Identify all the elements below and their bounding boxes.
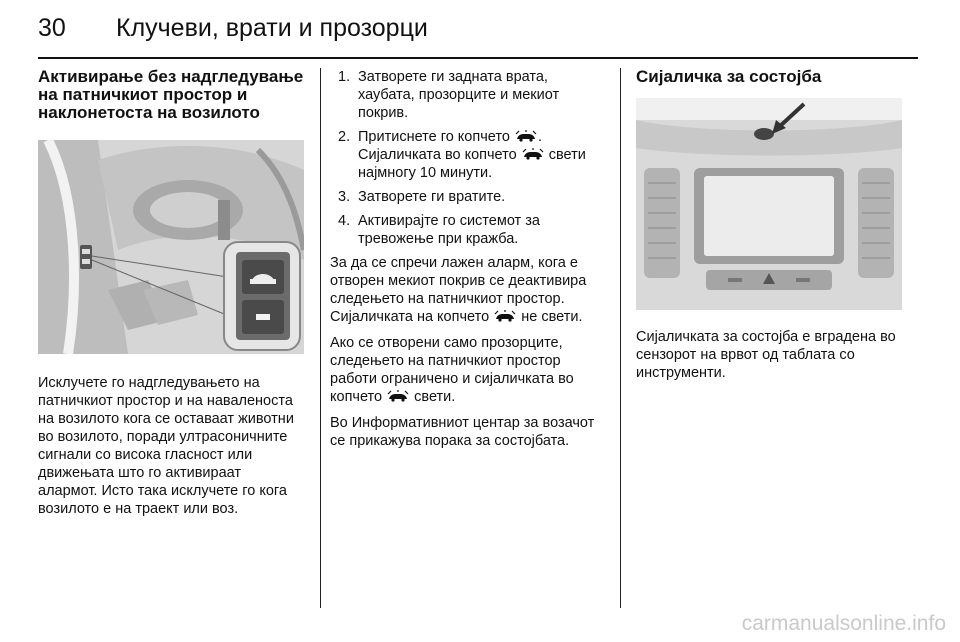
step-item: 4. Активирајте го системот за тревожење при кражба.: [338, 213, 540, 247]
column-divider-1: [320, 68, 321, 608]
car-with-waves-icon: [514, 130, 538, 142]
section-heading-deactivation: Активирање без надгледување на патничкиот простор и наклонетоста на возилото: [38, 67, 304, 122]
car-with-waves-icon: [386, 390, 410, 402]
column-divider-2: [620, 68, 621, 608]
page-number: 30: [38, 14, 66, 42]
car-with-waves-icon: [521, 148, 545, 160]
column-3: [636, 68, 906, 382]
step-item: 1. Затворете ги задната врата, хаубата, прозорците и мекиот покрив.: [338, 69, 560, 121]
step-item: 2. Притиснете го копчето . Сијаличката во копчето свети најмногу 10 минути.: [338, 129, 586, 181]
deactivation-paragraph: Исклучете го надгледувањето на патничкиот простор и на наваленоста на возилото кога се оставаат животни во возилото, поради ултрасоничните сигнали со висока гласност или движењата што го активираат алармот. Исто така исклучете го кога возилото е на траект или воз.: [38, 375, 294, 517]
column-1: [38, 68, 304, 518]
chapter-title: Клучеви, врати и прозорци: [116, 14, 428, 42]
windows-open-paragraph: Ако се отворени само прозорците, следењето на патничкиот простор работи ограничено и сијаличката во копчето свети.: [330, 335, 574, 405]
activation-steps-list: [330, 68, 608, 248]
page-header: [38, 14, 918, 48]
status-led-paragraph: Сијаличката за состојба е вградена во сензорот на врвот од таблата со инструменти.: [636, 329, 896, 381]
driver-info-paragraph: Во Информативниот центар за возачот се прикажува порака за состојбата.: [330, 415, 595, 449]
column-2: [330, 68, 608, 450]
section-heading-status-led: Сијаличка за состојба: [636, 67, 822, 86]
watermark: carmanualsonline.info: [741, 612, 946, 635]
step-item: 3. Затворете ги вратите.: [338, 189, 506, 205]
header-rule: [38, 57, 918, 59]
soft-top-paragraph: За да се спречи лажен аларм, кога е отворен мекиот покрив се деактивира следењето на патничкиот простор. Сијаличката на копчето не свети.: [330, 255, 587, 325]
car-with-waves-icon: [493, 310, 517, 322]
car-interior-switch-figure: [38, 140, 304, 354]
dashboard-status-led-figure: [636, 98, 902, 310]
